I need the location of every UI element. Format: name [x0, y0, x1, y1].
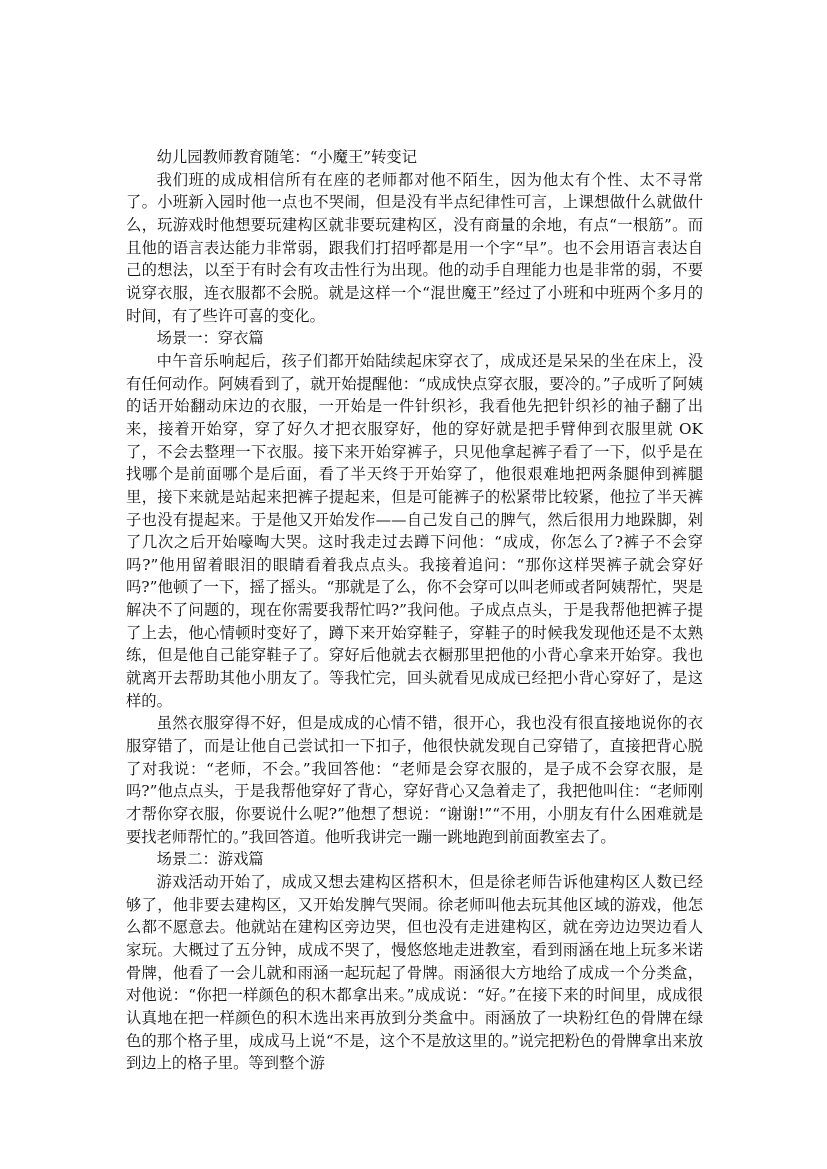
paragraph-scene-one-part-one: 中午音乐响起后，孩子们都开始陆续起床穿衣了，成成还是呆呆的坐在床上，没有任何动作。阿姨看到了，就开始提醒他：“成成快点穿衣服，要冷的。”子成听了阿姨的话开始翻动床边的衣服，一开始是一件针织衫，我看他先把针织衫的袖子翻了出来，接着开始穿，穿了好久才把衣服穿好，他的穿好就是把手臂伸到衣服里就 OK 了，不会去整理一下衣服。接下来开始穿裤子，只见他拿起裤子看了一下，似乎是在找哪个是前面哪个是后面，看了半天终于开始穿了，他很艰难地把两条腿伸到裤腿里，接下来就是站起来把裤子提起来，但是可能裤子的松紧带比较紧，他拉了半天裤子也没有提起来。于是他又开始发作——自己发自己的脾气，然后很用力地跺脚，剁了几次之后开始嚎啕大哭。这时我走过去蹲下问他：“成成，你怎么了?裤子不会穿吗?”他用留着眼泪的眼睛看着我点点头。我接着追问：“那你这样哭裤子就会穿好吗?”他顿了一下，摇了摇头。“那就是了么，你不会穿可以叫老师或者阿姨帮忙，哭是解决不了问题的，现在你需要我帮忙吗?”我问他。子成点点头，于是我帮他把裤子提了上去，他心情顿时变好了，蹲下来开始穿鞋子，穿鞋子的时候我发现他还是不太熟练，但是他自己能穿鞋子了。穿好后他就去衣橱那里把他的小背心拿来开始穿。我也就离开去帮助其他小朋友了。等我忙完，回头就看见成成已经把小背心穿好了，是这样的。	[126, 351, 703, 710]
document-body	[126, 146, 703, 1075]
section-heading-scene-one: 场景一：穿衣篇	[156, 329, 264, 348]
section-heading-scene-two: 场景二：游戏篇	[156, 850, 264, 869]
paragraph-intro: 我们班的成成相信所有在座的老师都对他不陌生，因为他太有个性、太不寻常了。小班新入园时他一点也不哭闹，但是没有半点纪律性可言，上课想做什么就做什么，玩游戏时他想要玩建构区就非要玩建构区，没有商量的余地，有点“一根筋”。而且他的语言表达能力非常弱，跟我们打招呼都是用一个字“早”。也不会用语言表达自己的想法，以至于有时会有攻击性行为出现。他的动手自理能力也是非常的弱，不要说穿衣服，连衣服都不会脱。就是这样一个“混世魔王”经过了小班和中班两个多月的时间，有了些许可喜的变化。	[126, 170, 703, 325]
document-title: 幼儿园教师教育随笔：“小魔王”转变记	[156, 148, 417, 166]
paragraph-scene-one-part-two: 虽然衣服穿得不好，但是成成的心情不错，很开心，我也没有很直接地说你的衣服穿错了，而是让他自己尝试扣一下扣子，他很快就发现自己穿错了，直接把背心脱了对我说：“老师，不会。”我回答他：“老师是会穿衣服的，是子成不会穿衣服，是吗?”他点点头，于是我帮他穿好了背心，穿好背心又急着走了，我把他叫住：“老师刚才帮你穿衣服，你要说什么呢?”他想了想说：“谢谢!”“不用，小朋友有什么困难就是要找老师帮忙的。”我回答道。他听我讲完一蹦一跳地跑到前面教室去了。	[126, 714, 703, 846]
paragraph-scene-two: 游戏活动开始了，成成又想去建构区搭积木，但是徐老师告诉他建构区人数已经够了，他非要去建构区，又开始发脾气哭闹。徐老师叫他去玩其他区域的游戏，他怎么都不愿意去。他就站在建构区旁边哭，但也没有走进建构区，就在旁边边哭边看人家玩。大概过了五分钟，成成不哭了，慢悠悠地走进教室，看到雨涵在地上玩多米诺骨牌，他看了一会儿就和雨涵一起玩起了骨牌。雨涵很大方地给了成成一个分类盒，对他说：“你把一样颜色的积木都拿出来。”成成说：“好。”在接下来的时间里，成成很认真地在把一样颜色的积木选出来再放到分类盒中。雨涵放了一块粉红色的骨牌在绿色的那个格子里，成成马上说“不是，这个不是放这里的。”说完把粉色的骨牌拿出来放到边上的格子里。等到整个游	[126, 873, 703, 1073]
